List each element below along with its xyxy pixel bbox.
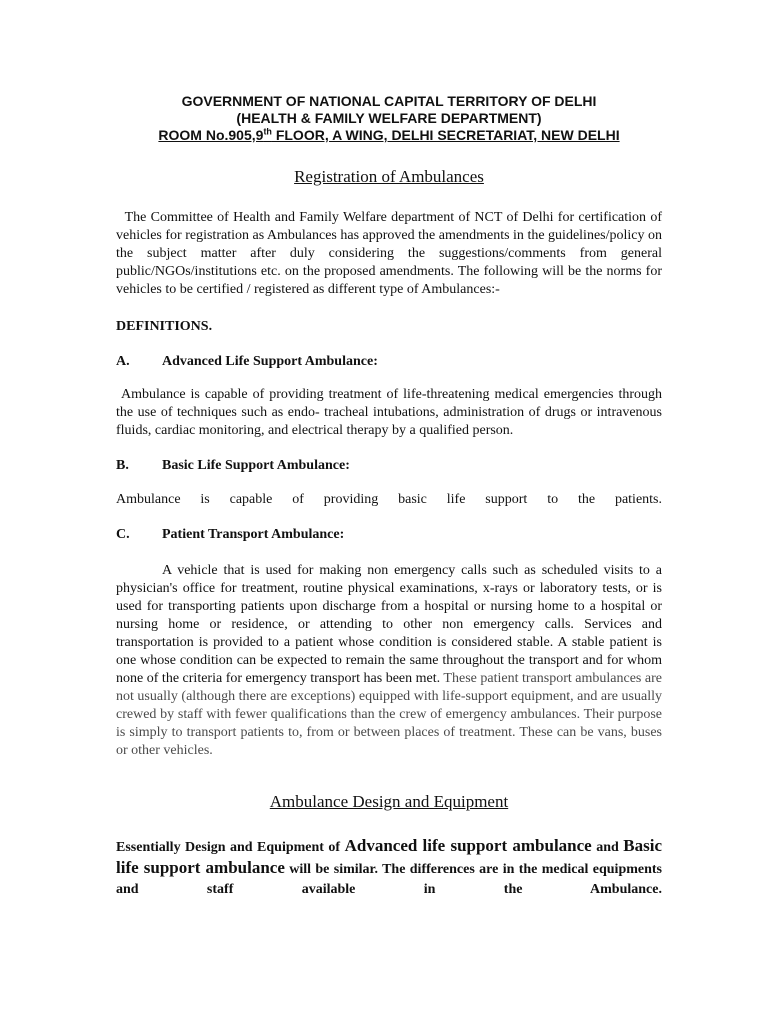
- section-heading-b: [116, 457, 662, 475]
- header-line-government: GOVERNMENT OF NATIONAL CAPITAL TERRITORY OF DELHI: [181, 93, 597, 109]
- definitions-heading: DEFINITIONS.: [116, 319, 213, 334]
- ess-rest: will be similar. The differences are in the medical equipments and staff available in the Ambulance.: [116, 862, 662, 897]
- address-room: ROOM No.905,9: [158, 127, 264, 143]
- section-body-a: Ambulance is capable of providing treatment of life-threatening medical emergencies through the use of techniques such as endo- tracheal intubations, administration of drugs or intravenous fluids, cardiac monitoring, and electrical therapy by a qualified person.: [116, 387, 666, 438]
- intro-paragraph: The Committee of Health and Family Welfare department of NCT of Delhi for certification of vehicles for registration as Ambulances has approved the amendments in the guidelines/policy on the subject matter after duly considering the suggestions/comments from general public/NGOs/institutions etc. on the proposed amendments. The following will be the norms for vehicles to be certified / registered as different type of Ambulances:-: [116, 210, 666, 297]
- design-title: Ambulance Design and Equipment: [269, 792, 509, 811]
- header-line-address: [90, 127, 688, 144]
- section-title: Patient Transport Ambulance:: [162, 527, 345, 542]
- header-line-department: (HEALTH & FAMILY WELFARE DEPARTMENT): [236, 110, 542, 126]
- section-title: Advanced Life Support Ambulance:: [162, 354, 378, 369]
- document-page: [116, 0, 666, 900]
- section-letter: B.: [116, 458, 129, 473]
- ess-part1: Essentially Design and Equipment of: [116, 840, 345, 855]
- section-body-c-grey: These patient transport ambulances are not usually (although there are exceptions) equipped with life-support equipment, and are usually crewed by staff with fewer qualifications than the crew of emergency ambulances. Their purpose is simply to transport patients to, from or between places of treatment. These can be vans, buses or other vehicles.: [116, 671, 662, 758]
- section-heading-a: [116, 353, 662, 371]
- section-body-b: Ambulance is capable of providing basic life support to the patients.: [116, 492, 662, 507]
- section-heading-c: [116, 526, 662, 544]
- section-letter: C.: [116, 527, 130, 542]
- ess-bls: Basic life support ambulance: [116, 836, 662, 877]
- section-letter: A.: [116, 354, 130, 369]
- address-superscript: th: [263, 126, 272, 137]
- ess-als: Advanced life support ambulance: [344, 836, 592, 855]
- section-body-c: [116, 562, 662, 760]
- section-title: Basic Life Support Ambulance:: [162, 458, 350, 473]
- document-title: Registration of Ambulances: [294, 167, 484, 186]
- section-body-c-main: A vehicle that is used for making non emergency calls such as scheduled visits to a physician's office for treatment, routine physical examinations, x-rays or laboratory tests, or is used for transporting patients upon discharge from a hospital or nursing home to a hospital or nursing home or residence, or attending to other non emergency calls. Services and transportation is provided to a patient whose condition is considered stable. A stable patient is one whose condition can be expected to remain the same throughout the transport and for whom none of the criteria for emergency transport has been met.: [116, 563, 662, 686]
- address-rest: FLOOR, A WING, DELHI SECRETARIAT, NEW DELHI: [271, 127, 620, 143]
- ess-and: and: [591, 840, 624, 855]
- essentially-paragraph: [116, 836, 662, 900]
